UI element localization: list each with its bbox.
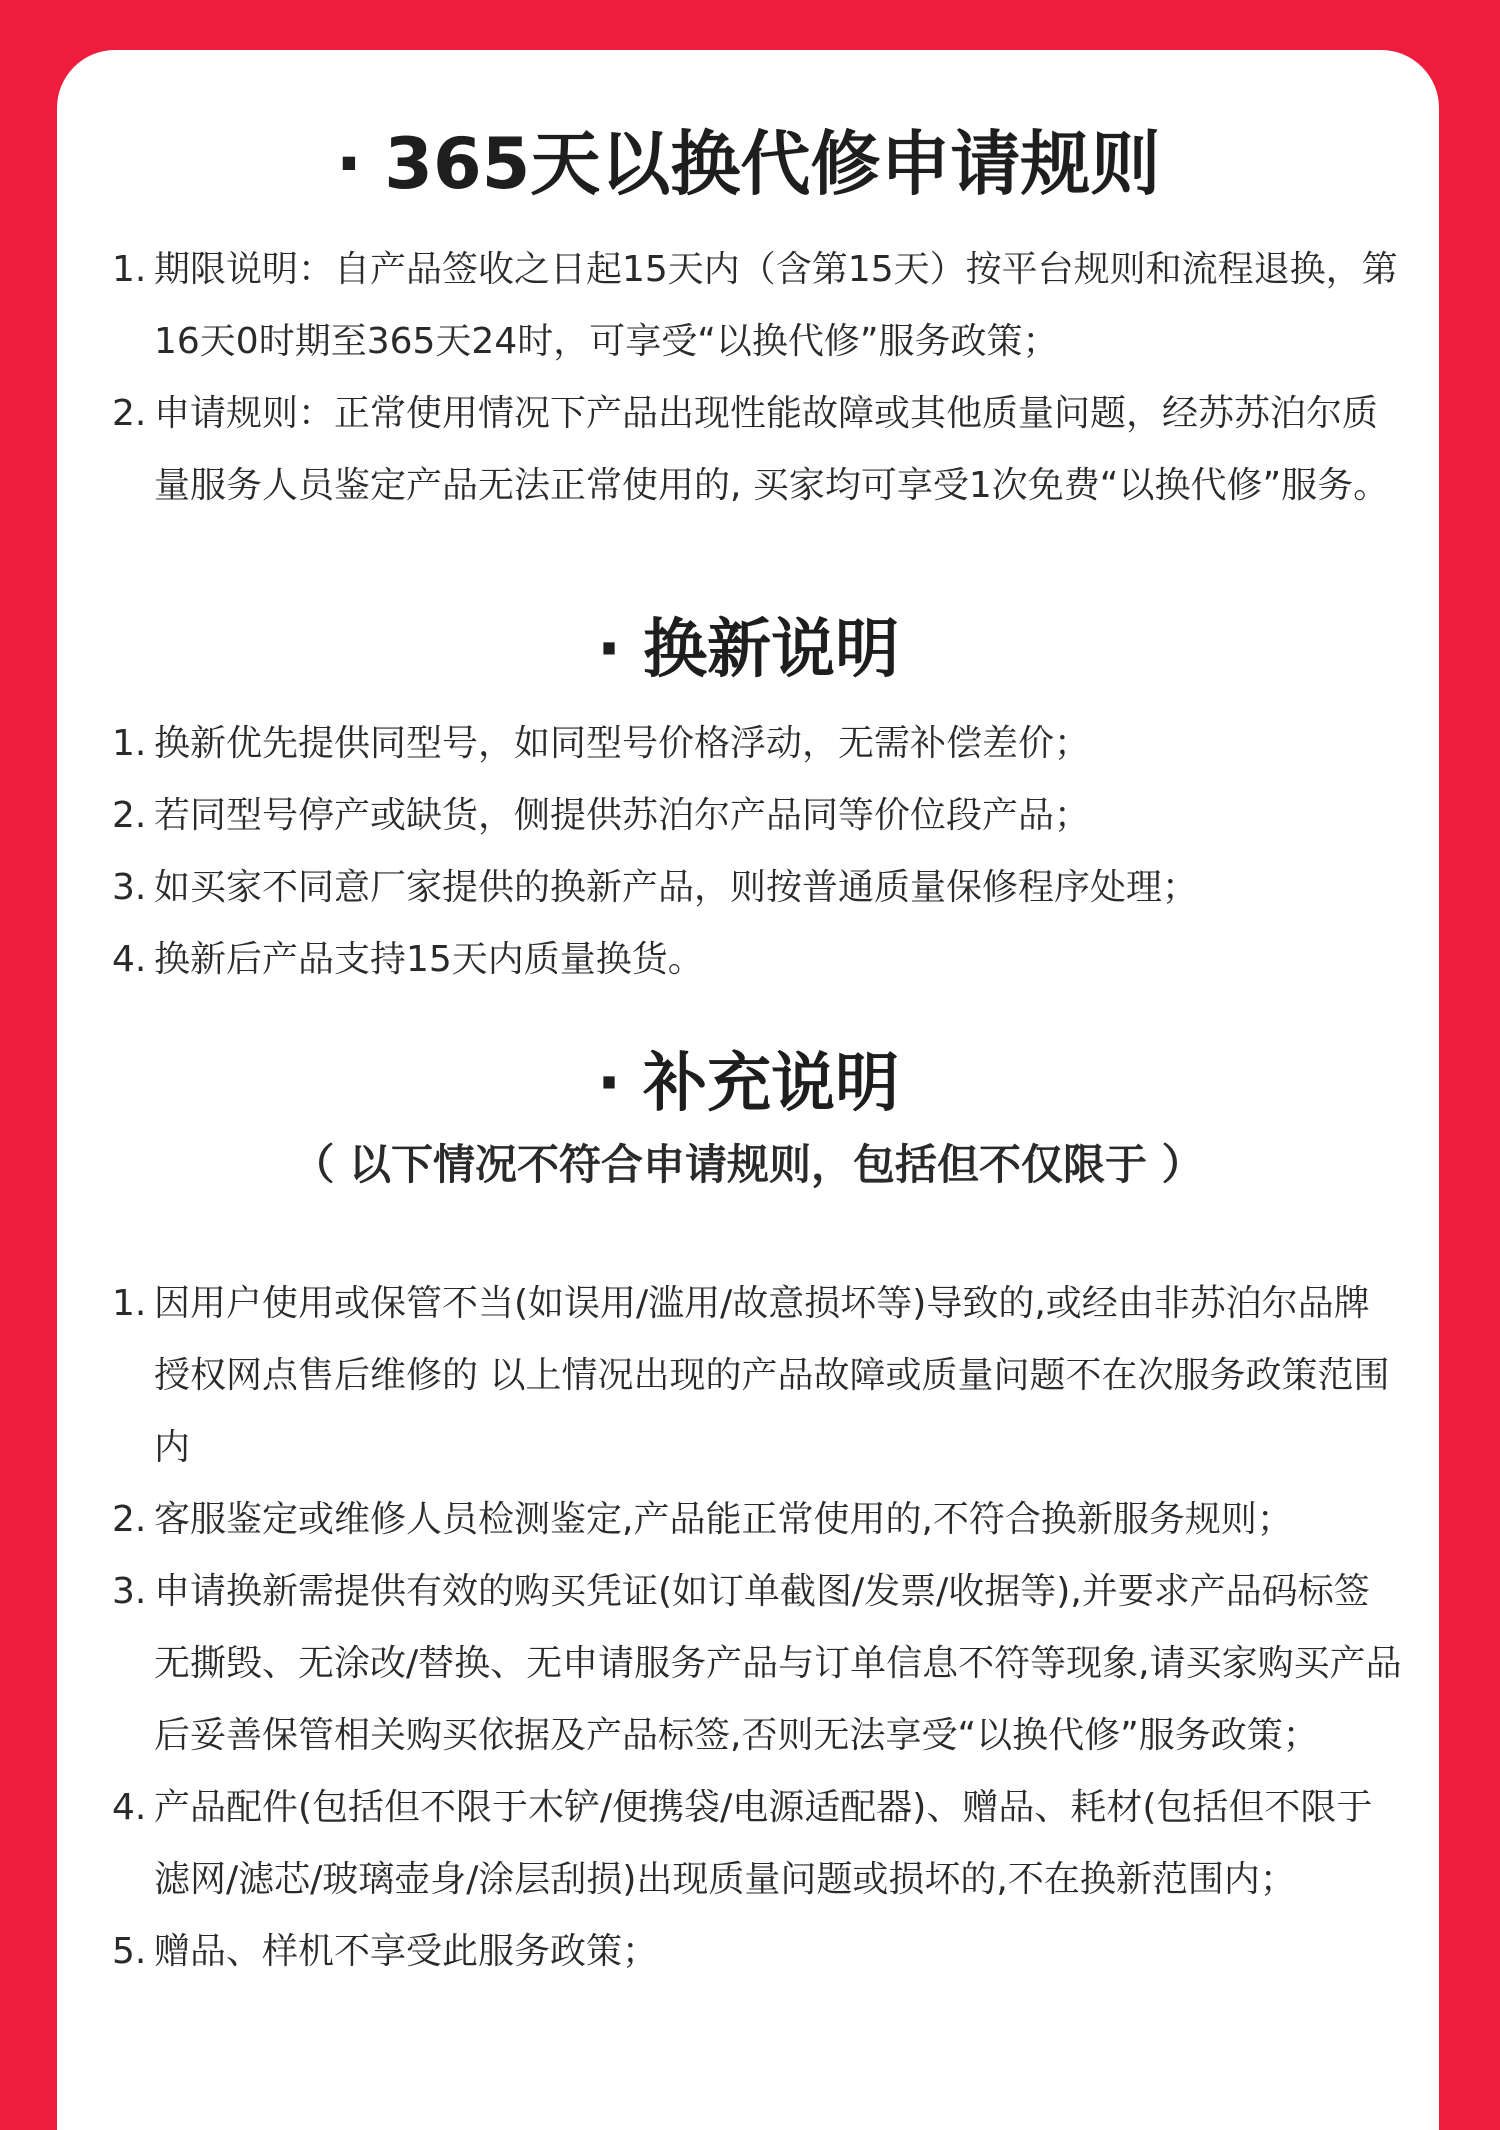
item-text: 产品配件(包括但不限于木铲/便携袋/电源适配器)、赠品、耗材(包括但不限于滤网/滤芯/玻璃壶身/涂层刮损)出现质量问题或损坏的,不在换新范围内； bbox=[154, 1787, 1373, 1900]
item-text: 赠品、样机不享受此服务政策； bbox=[154, 1931, 659, 1972]
title-bullet: · bbox=[335, 123, 363, 205]
supplement-heading-text: 补充说明 bbox=[643, 1047, 900, 1121]
item-number: 2. bbox=[112, 1499, 147, 1540]
item-number: 2. bbox=[112, 795, 147, 836]
list-item bbox=[112, 1268, 1402, 1484]
item-number: 3. bbox=[112, 1571, 147, 1612]
item-number: 5. bbox=[112, 1931, 147, 1972]
supplement-heading bbox=[57, 1032, 1439, 1124]
list-item bbox=[112, 378, 1402, 522]
main-title bbox=[57, 108, 1439, 209]
main-title-text: 365天以换代修申请规则 bbox=[384, 123, 1161, 205]
list-item bbox=[112, 1484, 1402, 1556]
supplement-list bbox=[112, 1268, 1402, 1988]
item-text: 期限说明：自产品签收之日起15天内（含第15天）按平台规则和流程退换，第16天0时期至365天24时，可享受“以换代修”服务政策； bbox=[154, 249, 1398, 362]
heading-bullet: · bbox=[596, 613, 622, 687]
item-number: 1. bbox=[112, 723, 147, 764]
rules-list bbox=[112, 234, 1402, 522]
exchange-heading bbox=[57, 598, 1439, 690]
list-item bbox=[112, 234, 1402, 378]
item-number: 1. bbox=[112, 1283, 147, 1324]
list-item bbox=[112, 1916, 1402, 1988]
item-number: 3. bbox=[112, 867, 147, 908]
exchange-heading-text: 换新说明 bbox=[643, 613, 900, 687]
heading-bullet: · bbox=[596, 1047, 622, 1121]
item-number: 2. bbox=[112, 393, 147, 434]
list-item bbox=[112, 1556, 1402, 1772]
list-item bbox=[112, 708, 1402, 780]
item-text: 换新后产品支持15天内质量换货。 bbox=[154, 939, 704, 980]
rules-card bbox=[57, 50, 1439, 2130]
item-number: 4. bbox=[112, 1787, 147, 1828]
exchange-list bbox=[112, 708, 1402, 996]
item-text: 客服鉴定或维修人员检测鉴定,产品能正常使用的,不符合换新服务规则； bbox=[154, 1499, 1293, 1540]
list-item bbox=[112, 852, 1402, 924]
list-item bbox=[112, 1772, 1402, 1916]
item-text: 申请规则：正常使用情况下产品出现性能故障或其他质量问题，经苏苏泊尔质量服务人员鉴定产品无法正常使用的, 买家均可享受1次免费“以换代修”服务。 bbox=[154, 393, 1390, 506]
list-item bbox=[112, 924, 1402, 996]
item-text: 换新优先提供同型号，如同型号价格浮动，无需补偿差价； bbox=[154, 723, 1091, 764]
item-number: 4. bbox=[112, 939, 147, 980]
item-number: 1. bbox=[112, 249, 147, 290]
item-text: 因用户使用或保管不当(如误用/滥用/故意损坏等)导致的,或经由非苏泊尔品牌授权网点售后维修的 以上情况出现的产品故障或质量问题不在次服务政策范围内 bbox=[154, 1283, 1390, 1468]
item-text: 申请换新需提供有效的购买凭证(如订单截图/发票/收据等),并要求产品码标签无撕毁、无涂改/替换、无申请服务产品与订单信息不符等现象,请买家购买产品后妥善保管相关购买依据及产品标签,否则无法享受“以换代修”服务政策； bbox=[154, 1571, 1402, 1756]
item-text: 如买家不同意厂家提供的换新产品，则按普通质量保修程序处理； bbox=[154, 867, 1199, 908]
item-text: 若同型号停产或缺货，侧提供苏泊尔产品同等价位段产品； bbox=[154, 795, 1091, 836]
list-item bbox=[112, 780, 1402, 852]
supplement-subtitle: （ 以下情况不符合申请规则，包括但不仅限于 ） bbox=[292, 1140, 1204, 1189]
